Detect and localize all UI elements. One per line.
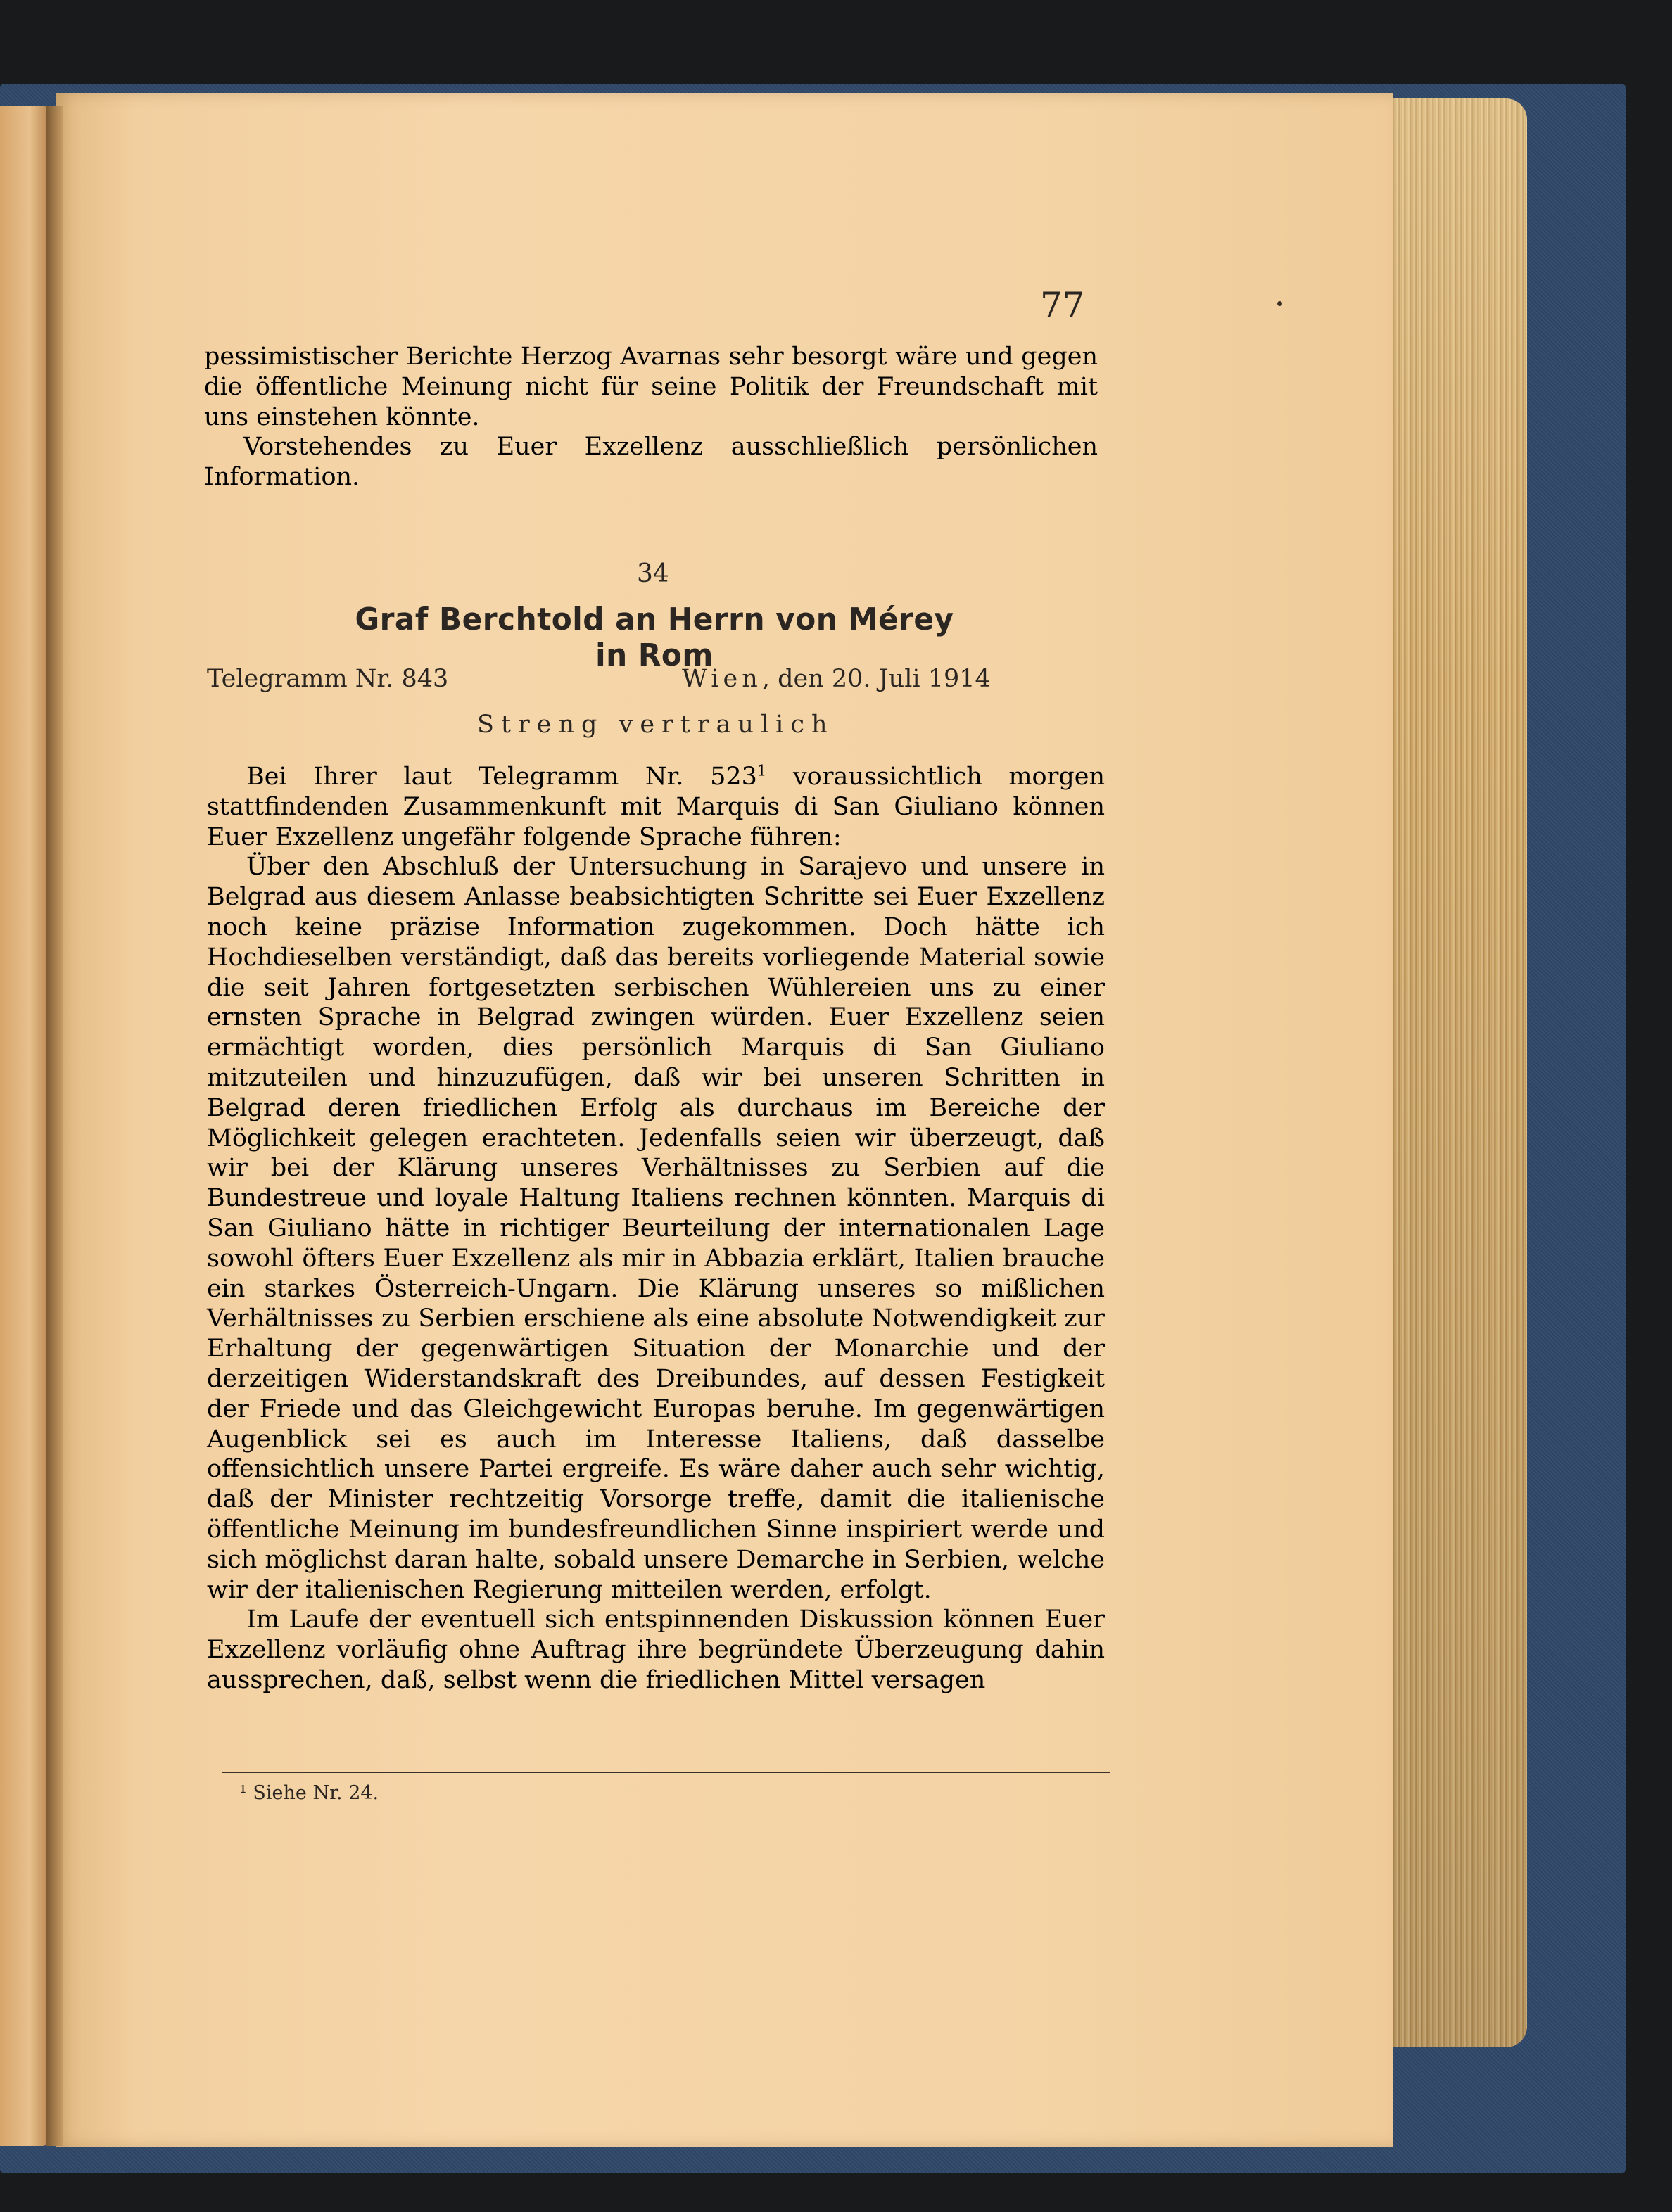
date-text: , den 20. Juli 1914 (761, 665, 991, 693)
body-paragraph-1 (207, 762, 1105, 852)
body-paragraph-1-start: Bei Ihrer laut Telegramm Nr. 523 (246, 763, 757, 791)
place-date (682, 665, 991, 693)
document-number: 34 (637, 559, 669, 588)
classification-line: Streng vertraulich (477, 711, 835, 739)
body-paragraph-1-end: voraussichtlich morgen stattfindenden Zusammenkunft mit Marquis di San Giuliano können Euer Exzellenz ungefähr folgende Sprache führen: (207, 763, 1105, 851)
footnote-reference: 1 (756, 762, 767, 780)
page-block-shade (1390, 98, 1527, 2047)
footnote-separator (222, 1772, 1110, 1773)
continuation-closing-paragraph: Vorstehendes zu Euer Exzellenz ausschließlich persönlichen Information. (204, 433, 1098, 492)
body-paragraph-3: Im Laufe der eventuell sich entspinnenden Diskussion können Euer Exzellenz vorläufig ohne Auftrag ihre begründete Überzeugung dahin aussprechen, daß, selbst wenn die friedlichen Mittel versagen (207, 1606, 1105, 1694)
margin-mark (1277, 301, 1282, 306)
continuation-text (204, 342, 1098, 492)
book-gutter (46, 106, 63, 2146)
continuation-paragraph: pessimistischer Berichte Herzog Avarnas sehr besorgt wäre und gegen die öffentliche Meinung nicht für seine Politik der Freundschaft mit uns einstehen könnte. (204, 343, 1098, 431)
left-page-edge (0, 106, 49, 2146)
place-name: Wien (682, 665, 762, 693)
footnote: ¹ Siehe Nr. 24. (239, 1782, 379, 1804)
telegram-body (207, 762, 1105, 1696)
document-title: Graf Berchtold an Herrn von Mérey in Rom (355, 602, 954, 673)
page-number: 77 (1040, 285, 1085, 326)
body-paragraph-2: Über den Abschluß der Untersuchung in Sarajevo und unsere in Belgrad aus diesem Anlasse beabsichtigten Schritte sei Euer Exzellenz noch keine präzise Information zugekommen. Doch hätte ich Hochdieselben verständigt, daß das bereits vorliegende Material sowie die seit Jahren fortgesetzten serbischen Wühlereien uns zu einer ernsten Sprache in Belgrad zwingen würden. Euer Exzellenz seien ermächtigt worden, dies persönlich Marquis di San Giuliano mitzuteilen und hinzuzufügen, daß wir bei unseren Schritten in Belgrad deren friedlichen Erfolg als durchaus im Bereiche der Möglichkeit gelegen erachteten. Jedenfalls seien wir überzeugt, daß wir bei der Klärung unseres Verhältnisses zu Serbien auf die Bundestreue und loyale Haltung Italiens rechnen könnten. Marquis di San Giuliano hätte in richtiger Beurteilung der internationalen Lage sowohl öfters Euer Exzellenz als mir in Abbazia erklärt, Italien brauche ein starkes Österreich-Ungarn. Die Klärung unseres so mißlichen Verhältnisses zu Serbien erschiene als eine absolute Notwendigkeit zur Erhaltung der gegenwärtigen Situation der Monarchie und der derzeitigen Widerstandskraft des Dreibundes, auf dessen Festigkeit der Friede und das Gleichgewicht Europas beruhe. Im gegenwärtigen Augenblick sei es auch im Interesse Italiens, daß dasselbe offensichtlich unsere Partei ergreife. Es wäre daher auch sehr wichtig, daß der Minister rechtzeitig Vorsorge treffe, damit die italienische öffentliche Meinung im bundesfreundlichen Sinne inspiriert werde und sich möglichst daran halte, sobald unsere Demarche in Serbien, welche wir der italienischen Regierung mitteilen werden, erfolgt. (207, 853, 1105, 1604)
telegram-number: Telegramm Nr. 843 (207, 665, 449, 693)
